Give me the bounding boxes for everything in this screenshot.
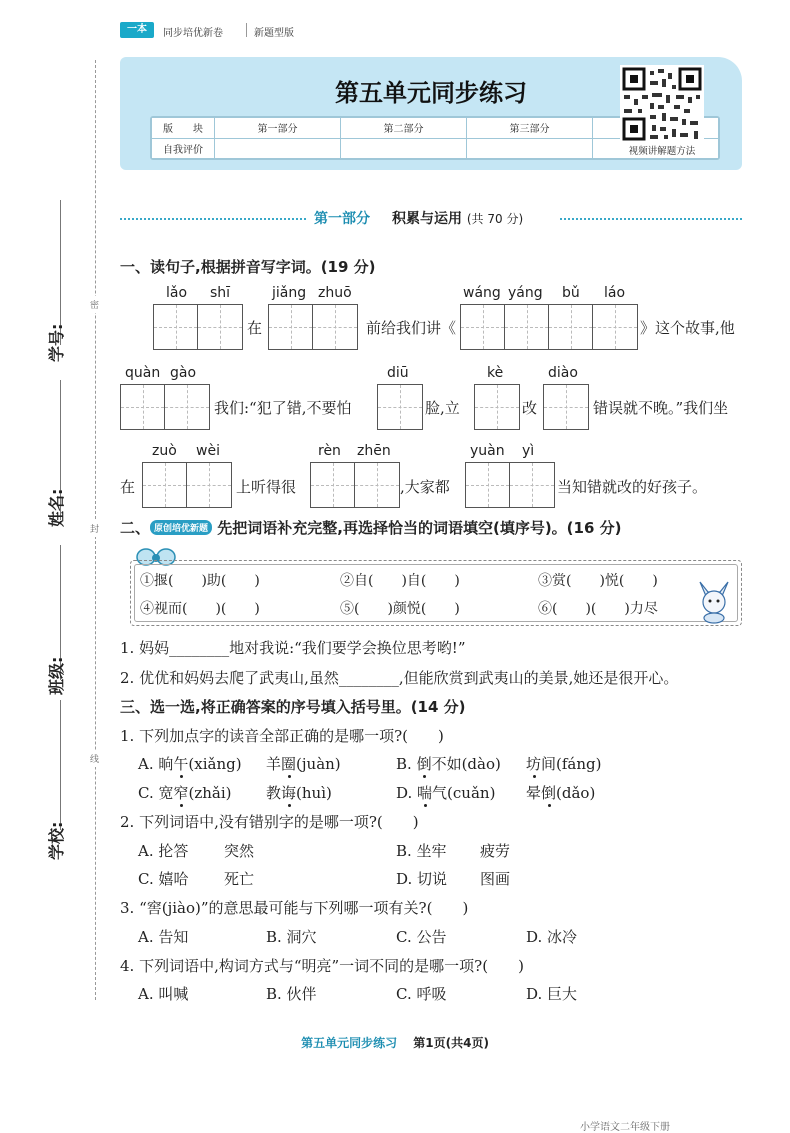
table-header: 版 块 xyxy=(152,118,215,139)
option-text: 羊圈(juàn) xyxy=(266,755,341,773)
class-label: 班级: xyxy=(47,656,66,695)
option-text: 晕倒(dǎo) xyxy=(526,784,596,802)
pinyin: yuàn xyxy=(470,443,505,459)
writing-grid[interactable] xyxy=(460,304,638,350)
sentence-text: ,大家都 xyxy=(400,478,450,496)
option-text: C. 嬉哈 xyxy=(138,870,189,888)
writing-grid[interactable] xyxy=(120,384,210,430)
pinyin: jiǎng xyxy=(272,285,307,301)
sentence-text: 错误就不晚。”我们坐 xyxy=(593,399,729,417)
pinyin: shī xyxy=(210,285,231,301)
seal-mark-2: 封 xyxy=(90,520,99,537)
option-text: 死亡 xyxy=(224,870,255,888)
name-label: 姓名: xyxy=(47,488,66,527)
pinyin: zhuō xyxy=(318,285,352,301)
option-text: D. 喘气(cuǎn) xyxy=(396,784,496,802)
pinyin: zuò xyxy=(152,443,177,459)
writing-grid[interactable] xyxy=(377,384,423,430)
idiom-item: ④视而( )( ) xyxy=(140,601,260,617)
sentence-text: 前给我们讲《 xyxy=(366,319,457,337)
option-text: A. 叫喊 xyxy=(138,985,189,1003)
sentence-text: 在 xyxy=(247,319,263,337)
option-text: B. 坐牢 xyxy=(396,842,447,860)
writing-grid[interactable] xyxy=(153,304,243,350)
writing-grid[interactable] xyxy=(543,384,589,430)
header-panel xyxy=(120,57,742,170)
fill-sentence-2: 2. 优优和妈妈去爬了武夷山,虽然________,但能欣赏到武夷山的美景,她还是很开心。 xyxy=(120,669,679,687)
option-text: C. 公告 xyxy=(396,928,447,946)
section-title xyxy=(392,208,523,228)
pinyin: wèi xyxy=(196,443,220,459)
section-subtitle: 积累与运用 xyxy=(392,211,462,227)
question-1-title: 一、读句子,根据拼音写字词。(19 分) xyxy=(120,258,376,276)
qr-code-icon[interactable] xyxy=(620,65,704,149)
footer-page: 第1页(共4页) xyxy=(413,1036,489,1050)
question-2-title xyxy=(120,517,622,538)
sentence-text: 在 xyxy=(120,478,136,496)
brand-series: 同步培优新卷 xyxy=(163,28,223,39)
sentence-text: 上听得很 xyxy=(236,478,297,496)
brand-logo: 一本 xyxy=(120,22,154,38)
sentence-text: 当知错就改的好孩子。 xyxy=(557,478,708,496)
choice-question: 4. 下列词语中,构词方式与“明亮”一词不同的是哪一项?( ) xyxy=(120,957,524,975)
pinyin: diū xyxy=(387,365,409,381)
option-text: B. 伙伴 xyxy=(266,985,317,1003)
pinyin: gào xyxy=(170,365,197,381)
seal-mark-1: 密 xyxy=(90,296,99,313)
qr-caption: 视频讲解题方法 xyxy=(628,146,696,157)
option-text: A. 告知 xyxy=(138,928,189,946)
writing-grid[interactable] xyxy=(142,462,232,508)
option-text: C. 宽窄(zhǎi) xyxy=(138,784,232,802)
sentence-text: 改 xyxy=(522,399,538,417)
school-line xyxy=(60,700,61,830)
pinyin: zhēn xyxy=(357,443,391,459)
option-text: 教诲(huì) xyxy=(266,784,332,802)
option-text: 突然 xyxy=(224,842,255,860)
school-label: 学校: xyxy=(47,821,66,860)
row-label: 自我评价 xyxy=(152,138,215,159)
new-question-badge: 原创培优新题 xyxy=(150,520,212,535)
pinyin: yì xyxy=(522,443,535,459)
fox-mascot-icon xyxy=(692,578,736,628)
sentence-text: 》这个故事,他 xyxy=(640,319,735,337)
student-id-label: 学号: xyxy=(47,323,66,362)
choice-question: 1. 下列加点字的读音全部正确的是哪一项?( ) xyxy=(120,727,444,745)
choice-question: 3. “窖(jiào)”的意思最可能与下列哪一项有关?( ) xyxy=(120,899,469,917)
section-score: (共 70 分) xyxy=(466,212,524,226)
table-header: 第三部分 xyxy=(467,118,593,139)
pinyin: rèn xyxy=(318,443,341,459)
footer-corner: 小学语文二年级下册 xyxy=(580,1122,670,1133)
pinyin: bǔ xyxy=(562,285,580,301)
idiom-item: ⑥( )( )力尽 xyxy=(538,601,658,617)
option-text: D. 切说 xyxy=(396,870,448,888)
writing-grid[interactable] xyxy=(474,384,520,430)
fill-sentence-1: 1. 妈妈________地对我说:“我们要学会换位思考哟!” xyxy=(120,639,466,657)
pinyin: wáng xyxy=(463,285,501,301)
pinyin: láo xyxy=(604,285,626,301)
writing-grid[interactable] xyxy=(465,462,555,508)
section-divider-left xyxy=(120,218,306,220)
seal-mark-3: 线 xyxy=(90,750,99,767)
eval-cell[interactable] xyxy=(467,138,593,159)
section-label: 第一部分 xyxy=(314,211,370,227)
page-title: 第五单元同步练习 xyxy=(335,79,527,107)
pinyin: quàn xyxy=(125,365,161,381)
table-header: 第一部分 xyxy=(215,118,341,139)
eval-cell[interactable] xyxy=(341,138,467,159)
idiom-item: ②自( )自( ) xyxy=(340,573,460,589)
option-text: C. 呼吸 xyxy=(396,985,447,1003)
idiom-item: ⑤( )颜悦( ) xyxy=(340,601,460,617)
pinyin: yáng xyxy=(508,285,543,301)
question-2-prefix: 二、 xyxy=(120,519,151,537)
brand-type: 新题型版 xyxy=(254,28,294,39)
sentence-text: 我们:“犯了错,不要怕 xyxy=(214,399,352,417)
sentence-text: 脸,立 xyxy=(425,399,460,417)
question-3-title: 三、选一选,将正确答案的序号填入括号里。(14 分) xyxy=(120,698,466,716)
option-text: 疲劳 xyxy=(480,842,511,860)
footer-unit: 第五单元同步练习 xyxy=(301,1036,398,1050)
option-text: D. 巨大 xyxy=(526,985,578,1003)
writing-grid[interactable] xyxy=(310,462,400,508)
pinyin: diào xyxy=(548,365,578,381)
table-header: 第二部分 xyxy=(341,118,467,139)
divider xyxy=(246,23,247,37)
eval-cell[interactable] xyxy=(215,138,341,159)
page-footer xyxy=(0,1034,790,1051)
pinyin: lǎo xyxy=(166,285,188,301)
pinyin: kè xyxy=(487,365,504,381)
option-text: A. 抡答 xyxy=(138,842,189,860)
option-text: D. 冰冷 xyxy=(526,928,578,946)
question-2-text: 先把词语补充完整,再选择恰当的词语填空(填序号)。(16 分) xyxy=(217,519,622,537)
option-text: B. 倒不如(dào) xyxy=(396,755,501,773)
section-divider-right xyxy=(560,218,742,220)
writing-grid[interactable] xyxy=(268,304,358,350)
option-text: 坊间(fáng) xyxy=(526,755,602,773)
idiom-item: ③赏( )悦( ) xyxy=(538,573,658,589)
choice-question: 2. 下列词语中,没有错别字的是哪一项?( ) xyxy=(120,813,419,831)
idiom-item: ①揠( )助( ) xyxy=(140,573,260,589)
option-text: B. 洞穴 xyxy=(266,928,317,946)
option-text: A. 晌午(xiǎng) xyxy=(138,755,242,773)
option-text: 图画 xyxy=(480,870,511,888)
